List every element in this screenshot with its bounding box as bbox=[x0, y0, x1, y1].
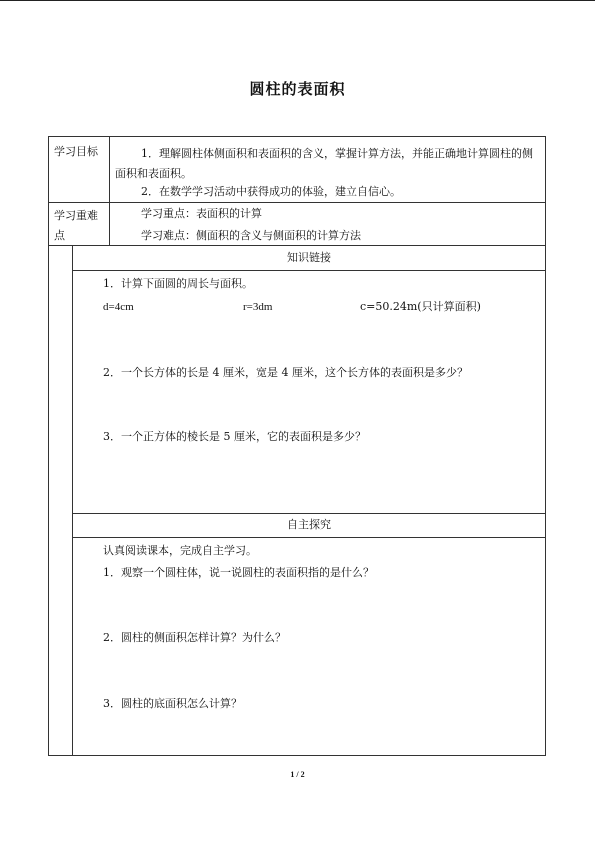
page-number: 1 / 2 bbox=[290, 770, 305, 779]
circle-circumference: c=50.24m(只计算面积) bbox=[360, 300, 481, 313]
explore-question-3: 3．圆柱的底面积怎么计算？ bbox=[103, 697, 242, 710]
knowledge-question-2: 2．一个长方体的长是 4 厘米，宽是 4 厘米，这个长方体的表面积是多少？ bbox=[103, 366, 468, 379]
focus-label: 学习重难点 bbox=[54, 209, 98, 242]
objective-item-1: 1．理解圆柱体侧面积和表面积的含义，掌握计算方法，并能正确地计算圆柱的侧面积和表面积。 bbox=[115, 147, 533, 180]
circle-radius: r=3dm bbox=[243, 301, 273, 313]
page-title: 圆柱的表面积 bbox=[249, 80, 346, 98]
explore-question-2: 2．圆柱的侧面积怎样计算？为什么？ bbox=[103, 631, 286, 644]
table-border-bottom bbox=[48, 755, 546, 756]
self-explore-heading: 自主探究 bbox=[287, 518, 331, 531]
circle-diameter: d=4cm bbox=[103, 301, 134, 313]
row-divider-focus bbox=[48, 245, 546, 246]
row-divider-knowledge-body bbox=[72, 513, 546, 514]
row-divider-explore-heading bbox=[72, 537, 546, 538]
key-point: 学习重点：表面积的计算 bbox=[141, 207, 262, 220]
table-border-top bbox=[48, 136, 546, 137]
knowledge-question-3: 3．一个正方体的棱长是 5 厘米，它的表面积是多少？ bbox=[103, 430, 366, 443]
row-divider-knowledge-heading bbox=[72, 270, 546, 271]
row-divider-objectives bbox=[48, 202, 546, 203]
self-explore-intro: 认真阅读课本，完成自主学习。 bbox=[103, 544, 257, 557]
objective-item-2: 2．在数学学习活动中获得成功的体验，建立自信心。 bbox=[141, 185, 401, 198]
objectives-label: 学习目标 bbox=[54, 145, 98, 158]
inner-column-divider bbox=[72, 245, 73, 756]
header-rule bbox=[0, 0, 595, 1]
table-border-left bbox=[48, 136, 49, 756]
knowledge-question-1: 1．计算下面圆的周长与面积。 bbox=[103, 277, 253, 290]
explore-question-1: 1．观察一个圆柱体，说一说圆柱的表面积指的是什么？ bbox=[103, 566, 374, 579]
table-border-right bbox=[545, 136, 546, 756]
knowledge-link-heading: 知识链接 bbox=[287, 251, 331, 264]
label-column-divider bbox=[109, 136, 110, 245]
worksheet-table bbox=[48, 136, 546, 756]
difficult-point: 学习难点：侧面积的含义与侧面积的计算方法 bbox=[141, 229, 361, 242]
